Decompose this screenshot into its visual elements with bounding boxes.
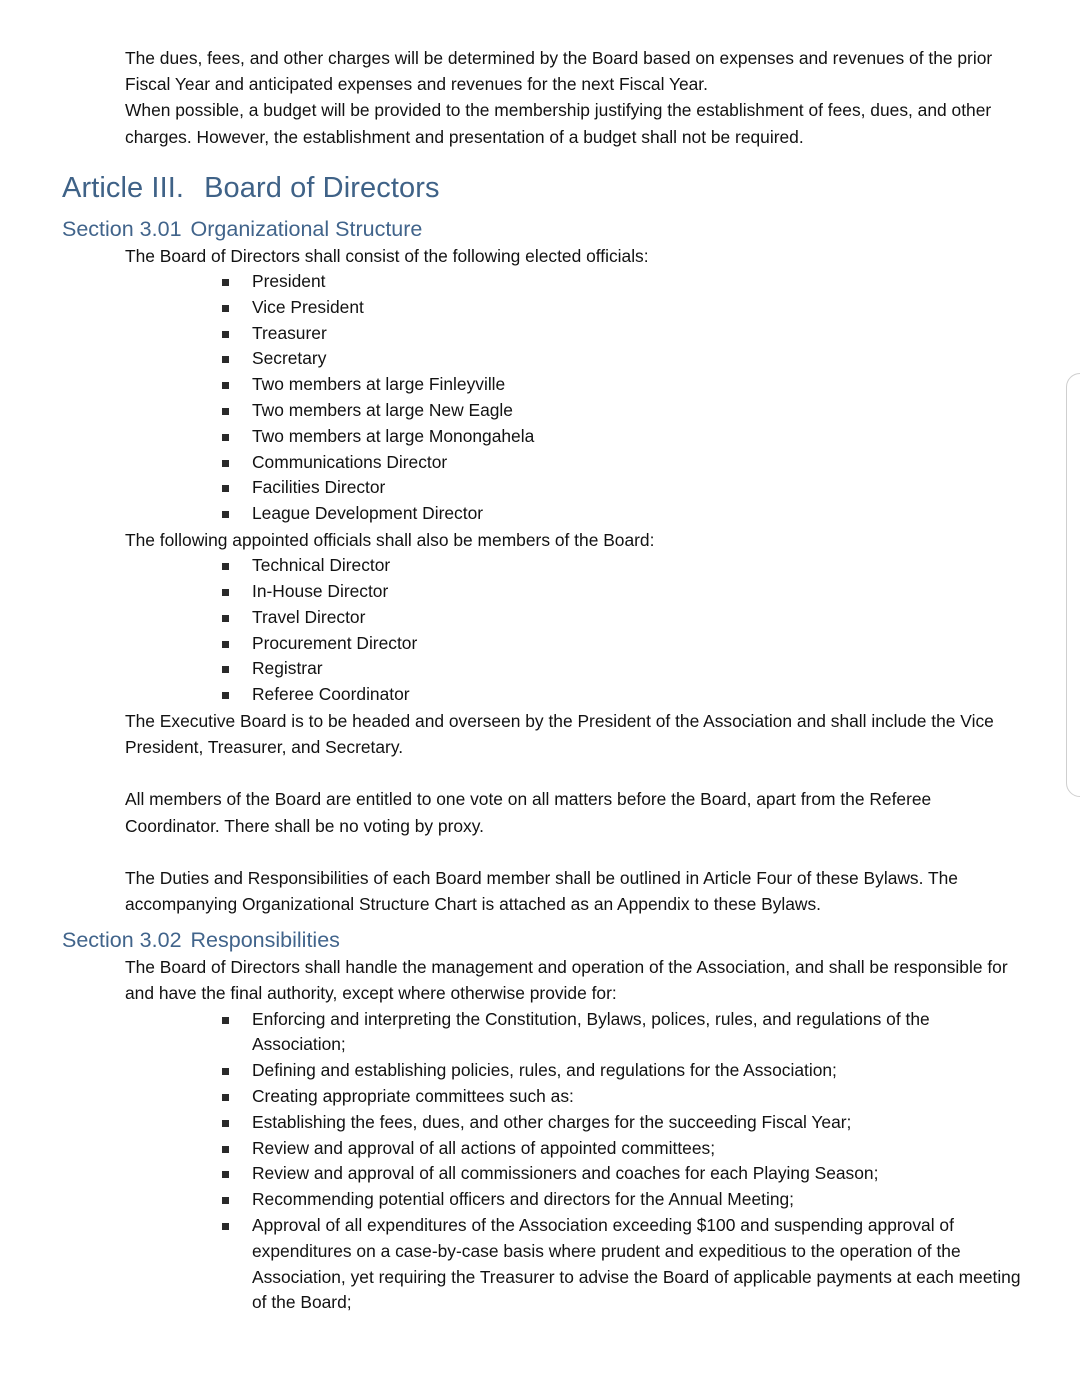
square-bullet-icon — [222, 1094, 229, 1101]
list-item — [0, 346, 1080, 372]
section-heading-3-02 — [0, 917, 1080, 954]
responsibilities-lead-in: The Board of Directors shall handle the management and operation of the Association, and shall be responsible for and have the final authority, except where otherwise provide for: — [125, 957, 1008, 1004]
responsibilities-list — [0, 1007, 1080, 1317]
list-item-label: Technical Director — [252, 555, 391, 576]
list-item-label: Enforcing and interpreting the Constitution, Bylaws, polices, rules, and regulations of the Association; — [252, 1008, 930, 1055]
list-item-label: Two members at large Monongahela — [252, 425, 535, 446]
intro-paragraph-2: When possible, a budget will be provided to the membership justifying the establishment of fees, dues, and other charges. However, the establishment and presentation of a budget shall not be required. — [125, 100, 992, 147]
section-302-title: Responsibilities — [190, 928, 340, 953]
square-bullet-icon — [222, 331, 229, 338]
list-item-label: Registrar — [252, 658, 323, 679]
list-item-label: Two members at large New Eagle — [252, 400, 513, 420]
article-number: Article III. — [62, 171, 185, 204]
appointed-officials-list — [0, 553, 1080, 708]
appointed-officials-lead-in: The following appointed officials shall also be members of the Board: — [125, 529, 655, 550]
square-bullet-icon — [222, 692, 229, 699]
list-item — [0, 450, 1080, 476]
square-bullet-icon — [222, 1146, 229, 1153]
list-item — [0, 475, 1080, 501]
list-item-label: Travel Director — [252, 606, 366, 627]
square-bullet-icon — [222, 1068, 229, 1075]
list-item — [0, 1110, 1080, 1136]
executive-board-paragraph: The Executive Board is to be headed and overseen by the President of the Association and shall include the Vice President, Treasurer, and Secretary. — [125, 710, 994, 758]
list-item-label: In-House Director — [252, 580, 389, 601]
list-item — [0, 1007, 1080, 1059]
square-bullet-icon — [222, 305, 229, 312]
list-item — [0, 372, 1080, 398]
list-item-label: Treasurer — [252, 322, 327, 343]
duties-paragraph: The Duties and Responsibilities of each Board member shall be outlined in Article Four of these Bylaws. The accompanying Organizational Structure Chart is attached as an Appendix to these Bylaws. — [125, 867, 958, 914]
list-item — [0, 1058, 1080, 1084]
square-bullet-icon — [222, 382, 229, 389]
square-bullet-icon — [222, 356, 229, 363]
list-item — [0, 579, 1080, 605]
list-item-label: Review and approval of all actions of appointed committees; — [252, 1137, 716, 1158]
list-item — [0, 656, 1080, 682]
article-heading — [0, 150, 1080, 206]
square-bullet-icon — [222, 1017, 229, 1024]
square-bullet-icon — [222, 589, 229, 596]
list-item-label: President — [252, 271, 326, 292]
list-item — [0, 269, 1080, 295]
section-heading-3-01 — [0, 206, 1080, 243]
list-item-label: Vice President — [252, 296, 364, 317]
elected-officials-list — [0, 269, 1080, 527]
square-bullet-icon — [222, 279, 229, 286]
section-301-title: Organizational Structure — [190, 216, 423, 241]
square-bullet-icon — [222, 485, 229, 492]
article-title: Board of Directors — [204, 171, 440, 204]
list-item — [0, 1084, 1080, 1110]
section-302-number: Section 3.02 — [62, 928, 182, 953]
list-item — [0, 1136, 1080, 1162]
list-item-label: League Development Director — [252, 503, 484, 524]
list-item-label: Defining and establishing policies, rules, and regulations for the Association; — [252, 1060, 837, 1081]
list-item — [0, 631, 1080, 657]
list-item-label: Facilities Director — [252, 477, 386, 498]
list-item-label: Approval of all expenditures of the Association exceeding $100 and suspending approval of expenditures on a case-by-case basis where prudent and expeditious to the operation of the Association, yet requiring the Treasurer to advise the Board of applicable payments at each meeting of the Board; — [252, 1214, 1021, 1313]
square-bullet-icon — [222, 1197, 229, 1204]
list-item — [0, 1161, 1080, 1187]
list-item — [0, 1213, 1080, 1316]
list-item — [0, 321, 1080, 347]
square-bullet-icon — [222, 1223, 229, 1230]
list-item-label: Secretary — [252, 348, 327, 369]
list-item — [0, 553, 1080, 579]
list-item — [0, 605, 1080, 631]
section-301-number: Section 3.01 — [62, 216, 182, 241]
intro-paragraph-1: The dues, fees, and other charges will be determined by the Board based on expenses and revenues of the prior Fiscal Year and anticipated expenses and revenues for the next Fiscal Year. — [125, 48, 993, 95]
list-item-label: Procurement Director — [252, 632, 418, 653]
list-item-label: Establishing the fees, dues, and other charges for the succeeding Fiscal Year; — [252, 1111, 852, 1132]
square-bullet-icon — [222, 563, 229, 570]
square-bullet-icon — [222, 641, 229, 648]
list-item-label: Referee Coordinator — [252, 684, 410, 705]
list-item — [0, 501, 1080, 527]
list-item — [0, 295, 1080, 321]
list-item-label: Communications Director — [252, 451, 448, 472]
square-bullet-icon — [222, 666, 229, 673]
square-bullet-icon — [222, 615, 229, 622]
square-bullet-icon — [222, 434, 229, 441]
list-item-label: Two members at large Finleyville — [252, 374, 506, 395]
voting-paragraph: All members of the Board are entitled to one vote on all matters before the Board, apart from the Referee Coordinator. There shall be no voting by proxy. — [125, 789, 932, 836]
list-item — [0, 424, 1080, 450]
square-bullet-icon — [222, 1171, 229, 1178]
square-bullet-icon — [222, 511, 229, 518]
square-bullet-icon — [222, 408, 229, 415]
elected-officials-lead-in: The Board of Directors shall consist of the following elected officials: — [125, 245, 649, 266]
list-item — [0, 682, 1080, 708]
list-item-label: Recommending potential officers and directors for the Annual Meeting; — [252, 1189, 794, 1210]
list-item-label: Review and approval of all commissioners and coaches for each Playing Season; — [252, 1163, 879, 1184]
list-item — [0, 1187, 1080, 1213]
square-bullet-icon — [222, 1120, 229, 1127]
square-bullet-icon — [222, 460, 229, 467]
list-item — [0, 398, 1080, 424]
list-item-label: Creating appropriate committees such as: — [252, 1085, 574, 1106]
